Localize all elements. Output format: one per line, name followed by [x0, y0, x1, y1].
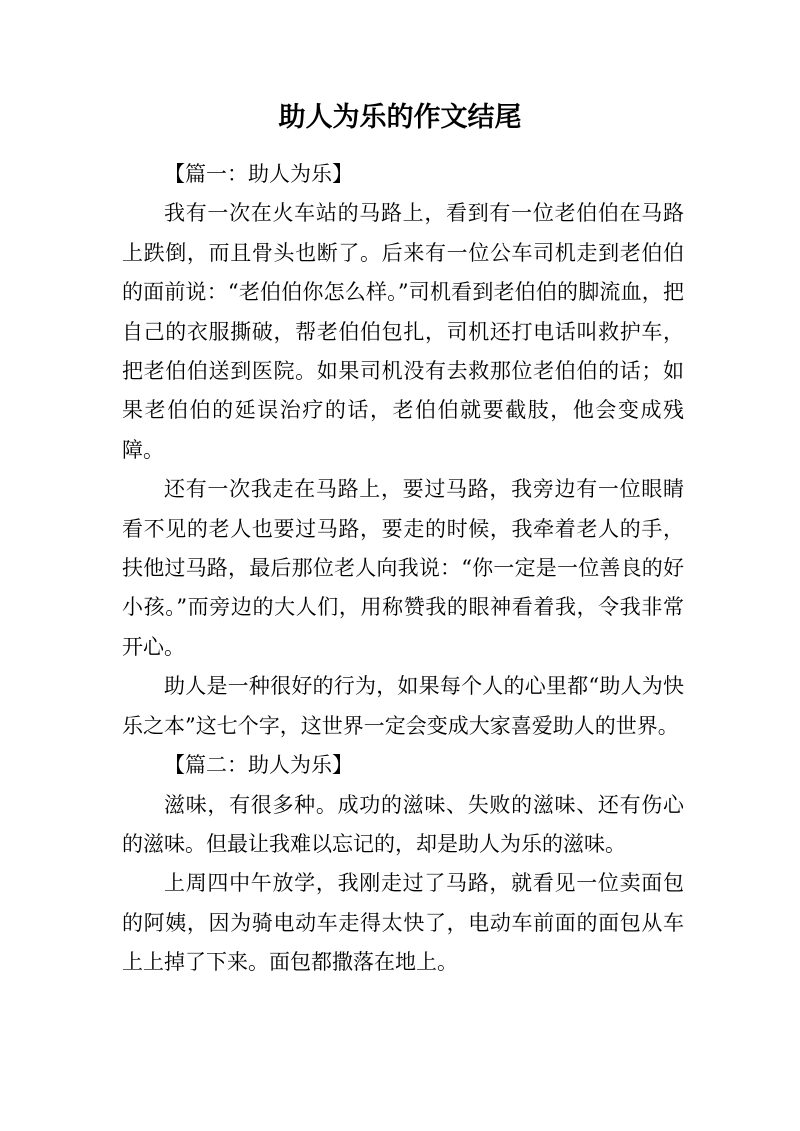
section-1-paragraph-2: 还有一次我走在马路上，要过马路，我旁边有一位眼睛看不见的老人也要过马路，要走的时候，我牵着老人的手，扶他过马路，最后那位老人向我说：“你一定是一位善良的好小孩。”而旁边的大人们，用称赞我的眼神看着我，令我非常开心。 — [122, 477, 684, 659]
section-1-paragraph-3: 助人是一种很好的行为，如果每个人的心里都“助人为快乐之本”这七个字，这世界一定会变成大家喜爱助人的世界。 — [122, 674, 684, 738]
section-1-heading: 【篇一：助人为乐】 — [164, 162, 353, 186]
section-1-paragraph-1: 我有一次在火车站的马路上，看到有一位老伯伯在马路上跌倒，而且骨头也断了。后来有一位公车司机走到老伯伯的面前说：“老伯伯你怎么样。”司机看到老伯伯的脚流血，把自己的衣服撕破，帮老伯伯包扎，司机还打电话叫救护车，把老伯伯送到医院。如果司机没有去救那位老伯伯的话；如果老伯伯的延误治疗的话，老伯伯就要截肢，他会变成残障。 — [122, 201, 684, 462]
document-title: 助人为乐的作文结尾 — [278, 102, 522, 133]
document-body — [122, 155, 684, 983]
section-2-paragraph-2: 上周四中午放学，我刚走过了马路，就看见一位卖面包的阿姨，因为骑电动车走得太快了，电动车前面的面包从车上上掉了下来。面包都撒落在地上。 — [122, 871, 684, 975]
section-2-heading: 【篇二：助人为乐】 — [164, 753, 353, 778]
section-2-paragraph-1: 滋味，有很多种。成功的滋味、失败的滋味、还有伤心的滋味。但最让我难以忘记的，却是助人为乐的滋味。 — [122, 792, 684, 856]
